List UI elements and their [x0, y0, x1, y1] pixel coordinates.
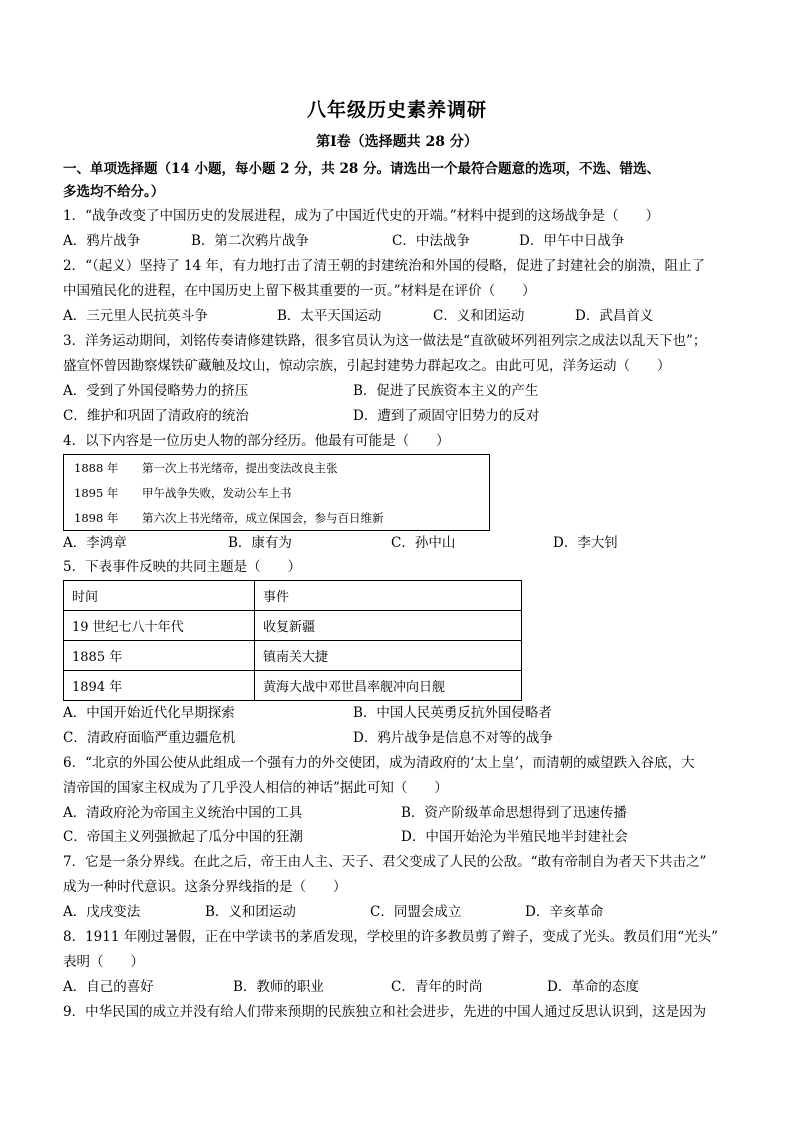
q8-option-b: B．教师的职业 — [233, 979, 324, 995]
page-title: 八年级历史素养调研 — [306, 99, 487, 121]
q7-stem-line-2: 成为一种时代意识。这条分界线指的是（ ） — [63, 879, 347, 895]
q5-stem: 5．下表事件反映的共同主题是（ ） — [63, 559, 302, 575]
q4-year: 1898 年 — [74, 510, 119, 525]
q3-option-c: C．维护和巩固了清政府的统治 — [63, 408, 249, 424]
q4-year: 1888 年 — [74, 460, 119, 475]
q7-option-a: A．戊戌变法 — [63, 904, 141, 920]
q5-option-d: D．鸦片战争是信息不对等的战争 — [353, 730, 553, 746]
q4-option-d: D．李大钊 — [553, 535, 618, 551]
q6-option-d: D．中国开始沦为半殖民地半封建社会 — [401, 829, 628, 845]
q4-year: 1895 年 — [74, 485, 119, 500]
q1-option-d: D．甲午中日战争 — [519, 233, 625, 249]
q3-option-b: B．促进了民族资本主义的产生 — [353, 383, 539, 399]
table-row — [64, 671, 522, 701]
q4-row — [64, 455, 490, 481]
q2-option-c: C．义和团运动 — [433, 308, 525, 324]
q7-option-c: C．同盟会成立 — [370, 904, 462, 920]
q1-option-c: C．中法战争 — [392, 233, 470, 249]
table-row — [64, 641, 522, 671]
q7-option-d: D．辛亥革命 — [525, 904, 604, 920]
q8-stem-line-2: 表明（ ） — [63, 954, 144, 970]
q6-option-c: C．帝国主义列强掀起了瓜分中国的狂潮 — [63, 829, 303, 845]
table-cell: 19 世纪七八十年代 — [64, 611, 255, 641]
q7-option-b: B．义和团运动 — [205, 904, 296, 920]
q7-stem-line-1: 7．它是一条分界线。在此之后，帝王由人主、天子、君父变成了人民的公敌。“敢有帝制自为者天下共击之” — [63, 854, 707, 870]
q8-stem-line-1: 8．1911 年刚过暑假，正在中学读书的茅盾发现，学校里的许多教员剪了辫子，变成了光头。教员们用“光头” — [63, 929, 719, 945]
q4-event: 第一次上书光绪帝，提出变法改良主张 — [142, 460, 338, 475]
q4-stem: 4．以下内容是一位历史人物的部分经历。他最有可能是（ ） — [63, 433, 450, 449]
q4-event: 第六次上书光绪帝，成立保国会，参与百日维新 — [142, 510, 384, 525]
q5-option-a: A．中国开始近代化早期探索 — [63, 705, 235, 721]
table-cell: 1894 年 — [64, 671, 255, 701]
q2-stem-line-1: 2．“（起义）坚持了 14 年，有力地打击了清王朝的封建统治和外国的侵略，促进了封建社会的崩溃，阻止了 — [63, 258, 706, 274]
table-cell: 黄海大战中邓世昌率舰冲向日舰 — [255, 671, 522, 701]
q2-stem-line-2: 中国殖民化的进程，在中国历史上留下极其重要的一页。”材料是在评价（ ） — [63, 283, 536, 299]
q8-option-c: C．青年的时尚 — [391, 979, 483, 995]
section-subtitle: 第Ⅰ卷（选择题共 28 分） — [316, 134, 478, 150]
q6-option-b: B．资产阶级革命思想得到了迅速传播 — [401, 805, 627, 821]
q5-table — [63, 580, 522, 701]
q3-option-d: D．遭到了顽固守旧势力的反对 — [353, 408, 540, 424]
q5-option-c: C．清政府面临严重边疆危机 — [63, 730, 236, 746]
instructions-line-2: 多选均不给分。） — [63, 184, 165, 200]
q5-header-row — [64, 581, 522, 611]
q8-option-d: D．革命的态度 — [547, 979, 639, 995]
q4-option-a: A．李鸿章 — [63, 535, 127, 551]
q4-option-c: C．孙中山 — [391, 535, 456, 551]
q1-option-a: A．鸦片战争 — [63, 233, 141, 249]
q3-stem-line-2: 盛宣怀曾因勘察煤铁矿藏触及坟山，惊动宗族，引起封建势力群起攻之。由此可见，洋务运动（ ） — [63, 358, 671, 374]
table-row — [64, 611, 522, 641]
q9-stem-line-1: 9．中华民国的成立并没有给人们带来预期的民族独立和社会进步，先进的中国人通过反思认识到，这是因为 — [63, 1004, 707, 1020]
q3-stem-line-1: 3．洋务运动期间，刘铭传奏请修建铁路，很多官员认为这一做法是“直欲破坏列祖列宗之成法以乱天下也”； — [63, 333, 707, 349]
q5-option-b: B．中国人民英勇反抗外国侵略者 — [353, 705, 552, 721]
q6-option-a: A．清政府沦为帝国主义统治中国的工具 — [63, 805, 303, 821]
q6-stem-line-2: 清帝国的国家主权成为了几乎没人相信的神话”据此可知（ ） — [63, 780, 448, 796]
q4-event: 甲午战争失败，发动公车上书 — [142, 485, 292, 500]
q2-option-a: A．三元里人民抗英斗争 — [63, 308, 208, 324]
q1-stem: 1．“战争改变了中国历史的发展进程，成为了中国近代史的开端。”材料中提到的这场战争是（ ） — [63, 208, 660, 224]
q2-option-d: D．武昌首义 — [575, 308, 654, 324]
q6-stem-line-1: 6．“北京的外国公使从此组成一个强有力的外交使团，成为清政府的‘太上皇’，而清朝的威望跌入谷底，大 — [63, 755, 695, 771]
table-cell: 镇南关大捷 — [255, 641, 522, 671]
table-cell: 收复新疆 — [255, 611, 522, 641]
q4-row — [64, 480, 490, 505]
q8-option-a: A．自己的喜好 — [63, 979, 154, 995]
instructions-line-1: 一、单项选择题（14 小题，每小题 2 分，共 28 分。请选出一个最符合题意的选项，不选、错选、 — [63, 161, 660, 177]
q1-option-b: B．第二次鸦片战争 — [191, 233, 309, 249]
q5-header-time: 时间 — [64, 581, 255, 611]
q4-row — [64, 505, 490, 531]
q3-option-a: A．受到了外国侵略势力的挤压 — [63, 383, 249, 399]
table-cell: 1885 年 — [64, 641, 255, 671]
q4-biography-box — [63, 454, 490, 531]
q4-option-b: B．康有为 — [228, 535, 292, 551]
q5-header-event: 事件 — [255, 581, 522, 611]
q2-option-b: B．太平天国运动 — [277, 308, 382, 324]
